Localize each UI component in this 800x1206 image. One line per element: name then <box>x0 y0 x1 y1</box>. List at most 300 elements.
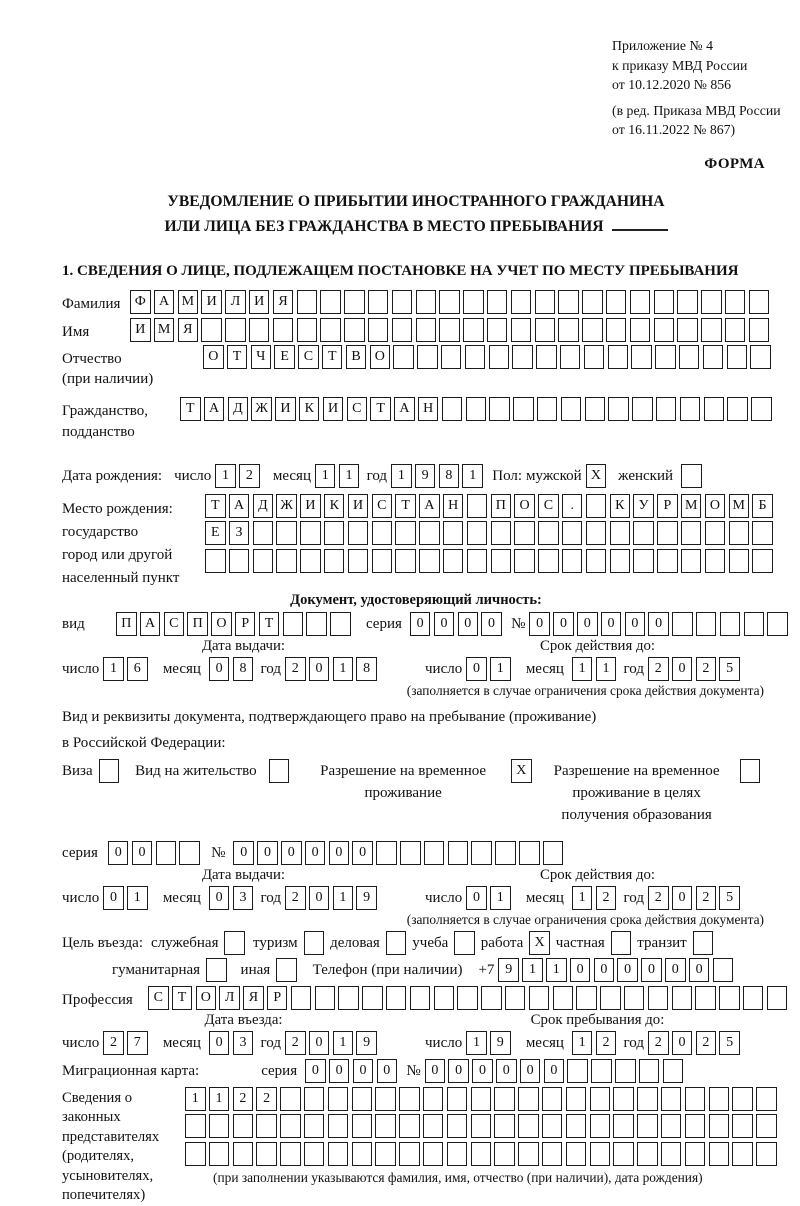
char-box[interactable] <box>467 549 488 573</box>
char-box[interactable] <box>280 1087 301 1111</box>
char-box[interactable]: 2 <box>696 886 717 910</box>
char-box[interactable] <box>729 549 750 573</box>
char-box[interactable]: 1 <box>596 657 617 681</box>
char-box[interactable] <box>654 290 675 314</box>
char-box[interactable] <box>732 1114 753 1138</box>
char-box[interactable] <box>518 1142 539 1166</box>
char-box[interactable]: 3 <box>233 1031 254 1055</box>
char-box[interactable]: Д <box>253 494 274 518</box>
char-box[interactable]: 0 <box>466 886 487 910</box>
char-box[interactable]: 1 <box>127 886 148 910</box>
char-box[interactable] <box>410 986 431 1010</box>
char-box[interactable] <box>560 345 581 369</box>
purpose-humanitarian-checkbox[interactable] <box>206 958 227 982</box>
char-box[interactable] <box>372 521 393 545</box>
char-box[interactable]: 0 <box>281 841 302 865</box>
char-box[interactable] <box>297 290 318 314</box>
char-box[interactable] <box>514 549 535 573</box>
char-box[interactable] <box>655 345 676 369</box>
char-box[interactable]: 2 <box>696 1031 717 1055</box>
char-box[interactable]: 0 <box>665 958 686 982</box>
char-box[interactable]: Т <box>205 494 226 518</box>
char-box[interactable] <box>304 1142 325 1166</box>
char-box[interactable] <box>709 1142 730 1166</box>
char-box[interactable]: Т <box>259 612 280 636</box>
char-box[interactable]: 2 <box>648 657 669 681</box>
char-box[interactable]: М <box>178 290 199 314</box>
char-box[interactable] <box>725 318 746 342</box>
char-box[interactable]: 0 <box>577 612 598 636</box>
char-box[interactable] <box>330 612 351 636</box>
char-box[interactable] <box>756 1087 777 1111</box>
char-box[interactable]: 0 <box>672 1031 693 1055</box>
char-box[interactable] <box>704 397 725 421</box>
char-box[interactable] <box>463 318 484 342</box>
char-box[interactable] <box>399 1087 420 1111</box>
char-box[interactable] <box>338 986 359 1010</box>
char-box[interactable] <box>586 494 607 518</box>
char-box[interactable] <box>661 1087 682 1111</box>
char-box[interactable]: 5 <box>719 1031 740 1055</box>
char-box[interactable] <box>276 549 297 573</box>
char-box[interactable] <box>538 549 559 573</box>
char-box[interactable]: А <box>229 494 250 518</box>
char-box[interactable]: 8 <box>233 657 254 681</box>
char-box[interactable] <box>505 986 526 1010</box>
char-box[interactable]: 1 <box>462 464 483 488</box>
char-box[interactable] <box>681 521 702 545</box>
char-box[interactable]: А <box>394 397 415 421</box>
char-box[interactable] <box>467 521 488 545</box>
char-box[interactable] <box>672 612 693 636</box>
char-box[interactable]: 0 <box>458 612 479 636</box>
char-box[interactable]: 9 <box>490 1031 511 1055</box>
char-box[interactable] <box>756 1142 777 1166</box>
char-box[interactable]: Р <box>267 986 288 1010</box>
char-box[interactable]: Ж <box>276 494 297 518</box>
char-box[interactable] <box>348 521 369 545</box>
char-box[interactable] <box>680 397 701 421</box>
char-box[interactable]: 0 <box>305 841 326 865</box>
char-box[interactable]: 1 <box>572 657 593 681</box>
char-box[interactable]: 0 <box>209 1031 230 1055</box>
char-box[interactable]: 0 <box>689 958 710 982</box>
char-box[interactable] <box>566 1142 587 1166</box>
char-box[interactable]: 0 <box>672 657 693 681</box>
char-box[interactable] <box>280 1114 301 1138</box>
char-box[interactable] <box>630 290 651 314</box>
char-box[interactable]: 2 <box>285 657 306 681</box>
char-box[interactable]: А <box>140 612 161 636</box>
char-box[interactable] <box>752 549 773 573</box>
char-box[interactable] <box>466 397 487 421</box>
char-box[interactable] <box>300 549 321 573</box>
char-box[interactable]: О <box>514 494 535 518</box>
char-box[interactable] <box>585 397 606 421</box>
char-box[interactable] <box>562 549 583 573</box>
char-box[interactable] <box>535 290 556 314</box>
char-box[interactable] <box>376 841 397 865</box>
char-box[interactable] <box>719 986 740 1010</box>
char-box[interactable] <box>352 1087 373 1111</box>
char-box[interactable] <box>606 290 627 314</box>
char-box[interactable] <box>465 345 486 369</box>
char-box[interactable] <box>685 1114 706 1138</box>
char-box[interactable]: Я <box>178 318 199 342</box>
purpose-study-checkbox[interactable] <box>454 931 475 955</box>
char-box[interactable] <box>442 397 463 421</box>
char-box[interactable]: 0 <box>434 612 455 636</box>
char-box[interactable] <box>656 397 677 421</box>
char-box[interactable] <box>633 521 654 545</box>
char-box[interactable] <box>709 1087 730 1111</box>
char-box[interactable] <box>576 986 597 1010</box>
char-box[interactable]: Е <box>205 521 226 545</box>
char-box[interactable]: И <box>249 290 270 314</box>
char-box[interactable]: 0 <box>617 958 638 982</box>
char-box[interactable] <box>328 1114 349 1138</box>
char-box[interactable] <box>732 1087 753 1111</box>
char-box[interactable] <box>529 986 550 1010</box>
char-box[interactable]: 1 <box>315 464 336 488</box>
char-box[interactable] <box>750 345 771 369</box>
char-box[interactable] <box>463 290 484 314</box>
char-box[interactable] <box>518 1087 539 1111</box>
char-box[interactable] <box>439 290 460 314</box>
char-box[interactable] <box>304 1114 325 1138</box>
char-box[interactable]: И <box>300 494 321 518</box>
char-box[interactable]: 1 <box>522 958 543 982</box>
char-box[interactable] <box>536 345 557 369</box>
char-box[interactable] <box>375 1142 396 1166</box>
char-box[interactable]: 5 <box>719 657 740 681</box>
char-box[interactable]: И <box>201 290 222 314</box>
char-box[interactable]: М <box>681 494 702 518</box>
char-box[interactable] <box>471 1142 492 1166</box>
char-box[interactable]: И <box>348 494 369 518</box>
char-box[interactable]: 0 <box>305 1059 326 1083</box>
char-box[interactable] <box>756 1114 777 1138</box>
char-box[interactable]: 0 <box>529 612 550 636</box>
char-box[interactable]: А <box>419 494 440 518</box>
char-box[interactable]: 0 <box>496 1059 517 1083</box>
char-box[interactable] <box>518 1114 539 1138</box>
char-box[interactable] <box>233 1114 254 1138</box>
char-box[interactable] <box>590 1087 611 1111</box>
char-box[interactable]: Т <box>395 494 416 518</box>
char-box[interactable] <box>586 549 607 573</box>
char-box[interactable] <box>395 549 416 573</box>
char-box[interactable] <box>489 397 510 421</box>
char-box[interactable]: С <box>538 494 559 518</box>
char-box[interactable]: 2 <box>233 1087 254 1111</box>
char-box[interactable] <box>677 318 698 342</box>
char-box[interactable]: Л <box>219 986 240 1010</box>
char-box[interactable]: Н <box>418 397 439 421</box>
char-box[interactable] <box>423 1087 444 1111</box>
char-box[interactable] <box>386 986 407 1010</box>
char-box[interactable]: Ж <box>251 397 272 421</box>
char-box[interactable] <box>610 549 631 573</box>
char-box[interactable] <box>344 318 365 342</box>
char-box[interactable] <box>631 345 652 369</box>
char-box[interactable] <box>732 1142 753 1166</box>
char-box[interactable]: 0 <box>625 612 646 636</box>
char-box[interactable] <box>648 986 669 1010</box>
char-box[interactable] <box>352 1114 373 1138</box>
char-box[interactable] <box>399 1142 420 1166</box>
char-box[interactable]: В <box>346 345 367 369</box>
char-box[interactable] <box>447 1087 468 1111</box>
char-box[interactable]: Т <box>180 397 201 421</box>
char-box[interactable]: 8 <box>439 464 460 488</box>
char-box[interactable] <box>399 1114 420 1138</box>
char-box[interactable] <box>424 841 445 865</box>
char-box[interactable] <box>637 1114 658 1138</box>
char-box[interactable]: О <box>196 986 217 1010</box>
char-box[interactable]: 1 <box>572 1031 593 1055</box>
char-box[interactable] <box>443 549 464 573</box>
char-box[interactable]: 2 <box>696 657 717 681</box>
char-box[interactable] <box>368 318 389 342</box>
char-box[interactable]: 1 <box>572 886 593 910</box>
char-box[interactable] <box>256 1114 277 1138</box>
char-box[interactable] <box>632 397 653 421</box>
char-box[interactable] <box>709 1114 730 1138</box>
char-box[interactable]: Л <box>225 290 246 314</box>
char-box[interactable] <box>443 521 464 545</box>
char-box[interactable] <box>447 1114 468 1138</box>
char-box[interactable] <box>297 318 318 342</box>
char-box[interactable] <box>630 318 651 342</box>
char-box[interactable]: 0 <box>672 886 693 910</box>
char-box[interactable] <box>681 549 702 573</box>
char-box[interactable] <box>471 1114 492 1138</box>
char-box[interactable]: С <box>148 986 169 1010</box>
char-box[interactable] <box>566 1114 587 1138</box>
char-box[interactable] <box>471 841 492 865</box>
char-box[interactable] <box>328 1087 349 1111</box>
char-box[interactable] <box>300 521 321 545</box>
char-box[interactable] <box>566 1087 587 1111</box>
temp-permit-checkbox[interactable]: X <box>511 759 532 783</box>
char-box[interactable]: Р <box>657 494 678 518</box>
char-box[interactable]: 0 <box>601 612 622 636</box>
char-box[interactable]: 2 <box>285 886 306 910</box>
char-box[interactable]: 6 <box>127 657 148 681</box>
char-box[interactable] <box>637 1142 658 1166</box>
char-box[interactable]: 9 <box>498 958 519 982</box>
char-box[interactable] <box>273 318 294 342</box>
char-box[interactable] <box>489 345 510 369</box>
char-box[interactable]: 0 <box>410 612 431 636</box>
char-box[interactable] <box>613 1114 634 1138</box>
char-box[interactable]: 1 <box>209 1087 230 1111</box>
char-box[interactable] <box>304 1087 325 1111</box>
sex-female-checkbox[interactable] <box>681 464 702 488</box>
char-box[interactable]: Т <box>227 345 248 369</box>
char-box[interactable]: О <box>211 612 232 636</box>
char-box[interactable] <box>657 549 678 573</box>
char-box[interactable] <box>419 549 440 573</box>
char-box[interactable] <box>624 986 645 1010</box>
char-box[interactable] <box>590 1114 611 1138</box>
char-box[interactable]: 0 <box>641 958 662 982</box>
char-box[interactable] <box>538 521 559 545</box>
char-box[interactable] <box>320 318 341 342</box>
char-box[interactable] <box>543 841 564 865</box>
char-box[interactable] <box>447 1142 468 1166</box>
char-box[interactable]: О <box>705 494 726 518</box>
char-box[interactable] <box>679 345 700 369</box>
char-box[interactable] <box>375 1087 396 1111</box>
char-box[interactable] <box>392 318 413 342</box>
char-box[interactable]: К <box>299 397 320 421</box>
char-box[interactable] <box>439 318 460 342</box>
char-box[interactable] <box>362 986 383 1010</box>
char-box[interactable]: А <box>204 397 225 421</box>
char-box[interactable]: 0 <box>233 841 254 865</box>
char-box[interactable]: 1 <box>103 657 124 681</box>
char-box[interactable]: 0 <box>570 958 591 982</box>
char-box[interactable]: 0 <box>329 841 350 865</box>
purpose-official-checkbox[interactable] <box>224 931 245 955</box>
char-box[interactable] <box>752 521 773 545</box>
char-box[interactable]: 0 <box>553 612 574 636</box>
char-box[interactable]: 2 <box>596 886 617 910</box>
char-box[interactable]: 1 <box>546 958 567 982</box>
char-box[interactable] <box>727 397 748 421</box>
char-box[interactable] <box>615 1059 636 1083</box>
char-box[interactable] <box>352 1142 373 1166</box>
sex-male-checkbox[interactable]: X <box>586 464 607 488</box>
char-box[interactable] <box>633 549 654 573</box>
char-box[interactable] <box>751 397 772 421</box>
char-box[interactable]: 1 <box>490 886 511 910</box>
char-box[interactable] <box>276 521 297 545</box>
char-box[interactable]: 0 <box>425 1059 446 1083</box>
temp-permit-edu-checkbox[interactable] <box>740 759 761 783</box>
char-box[interactable] <box>542 1142 563 1166</box>
char-box[interactable] <box>606 318 627 342</box>
char-box[interactable] <box>695 986 716 1010</box>
char-box[interactable] <box>535 318 556 342</box>
char-box[interactable]: К <box>610 494 631 518</box>
char-box[interactable]: И <box>275 397 296 421</box>
char-box[interactable] <box>657 521 678 545</box>
visa-checkbox[interactable] <box>99 759 120 783</box>
char-box[interactable]: 0 <box>309 1031 330 1055</box>
char-box[interactable] <box>375 1114 396 1138</box>
purpose-tourism-checkbox[interactable] <box>304 931 325 955</box>
char-box[interactable] <box>586 521 607 545</box>
char-box[interactable] <box>513 397 534 421</box>
char-box[interactable] <box>637 1087 658 1111</box>
char-box[interactable] <box>494 1087 515 1111</box>
char-box[interactable]: Т <box>370 397 391 421</box>
char-box[interactable]: 8 <box>356 657 377 681</box>
char-box[interactable]: 9 <box>356 886 377 910</box>
char-box[interactable] <box>720 612 741 636</box>
char-box[interactable]: Я <box>273 290 294 314</box>
char-box[interactable]: 0 <box>309 657 330 681</box>
char-box[interactable] <box>395 521 416 545</box>
char-box[interactable] <box>368 290 389 314</box>
char-box[interactable]: 2 <box>285 1031 306 1055</box>
char-box[interactable] <box>553 986 574 1010</box>
char-box[interactable]: 1 <box>215 464 236 488</box>
char-box[interactable]: 0 <box>466 657 487 681</box>
purpose-private-checkbox[interactable] <box>611 931 632 955</box>
char-box[interactable]: 0 <box>448 1059 469 1083</box>
char-box[interactable] <box>441 345 462 369</box>
char-box[interactable] <box>471 1087 492 1111</box>
char-box[interactable]: Е <box>274 345 295 369</box>
char-box[interactable]: С <box>372 494 393 518</box>
char-box[interactable] <box>701 290 722 314</box>
char-box[interactable] <box>511 318 532 342</box>
char-box[interactable] <box>590 1142 611 1166</box>
char-box[interactable]: 1 <box>333 1031 354 1055</box>
char-box[interactable]: Т <box>322 345 343 369</box>
char-box[interactable] <box>537 397 558 421</box>
char-box[interactable] <box>519 841 540 865</box>
char-box[interactable] <box>434 986 455 1010</box>
char-box[interactable] <box>542 1114 563 1138</box>
char-box[interactable] <box>491 521 512 545</box>
char-box[interactable]: 1 <box>391 464 412 488</box>
char-box[interactable]: Т <box>172 986 193 1010</box>
char-box[interactable] <box>348 549 369 573</box>
char-box[interactable] <box>610 521 631 545</box>
char-box[interactable]: И <box>130 318 151 342</box>
char-box[interactable]: Ф <box>130 290 151 314</box>
char-box[interactable] <box>613 1087 634 1111</box>
char-box[interactable]: 0 <box>520 1059 541 1083</box>
char-box[interactable]: 0 <box>472 1059 493 1083</box>
char-box[interactable]: М <box>154 318 175 342</box>
char-box[interactable] <box>608 345 629 369</box>
char-box[interactable] <box>320 290 341 314</box>
char-box[interactable]: 1 <box>185 1087 206 1111</box>
char-box[interactable] <box>495 841 516 865</box>
char-box[interactable] <box>591 1059 612 1083</box>
char-box[interactable] <box>233 1142 254 1166</box>
char-box[interactable]: Д <box>228 397 249 421</box>
char-box[interactable]: 0 <box>353 1059 374 1083</box>
purpose-transit-checkbox[interactable] <box>693 931 714 955</box>
char-box[interactable]: 2 <box>648 886 669 910</box>
char-box[interactable] <box>567 1059 588 1083</box>
char-box[interactable] <box>727 345 748 369</box>
char-box[interactable] <box>201 318 222 342</box>
residence-permit-checkbox[interactable] <box>269 759 290 783</box>
char-box[interactable] <box>677 290 698 314</box>
char-box[interactable] <box>562 521 583 545</box>
char-box[interactable] <box>584 345 605 369</box>
char-box[interactable]: Я <box>243 986 264 1010</box>
char-box[interactable]: Н <box>443 494 464 518</box>
char-box[interactable] <box>344 290 365 314</box>
char-box[interactable] <box>481 986 502 1010</box>
char-box[interactable]: А <box>154 290 175 314</box>
char-box[interactable] <box>256 1142 277 1166</box>
char-box[interactable] <box>487 290 508 314</box>
char-box[interactable]: 0 <box>329 1059 350 1083</box>
char-box[interactable] <box>749 290 770 314</box>
char-box[interactable] <box>743 986 764 1010</box>
char-box[interactable] <box>253 549 274 573</box>
